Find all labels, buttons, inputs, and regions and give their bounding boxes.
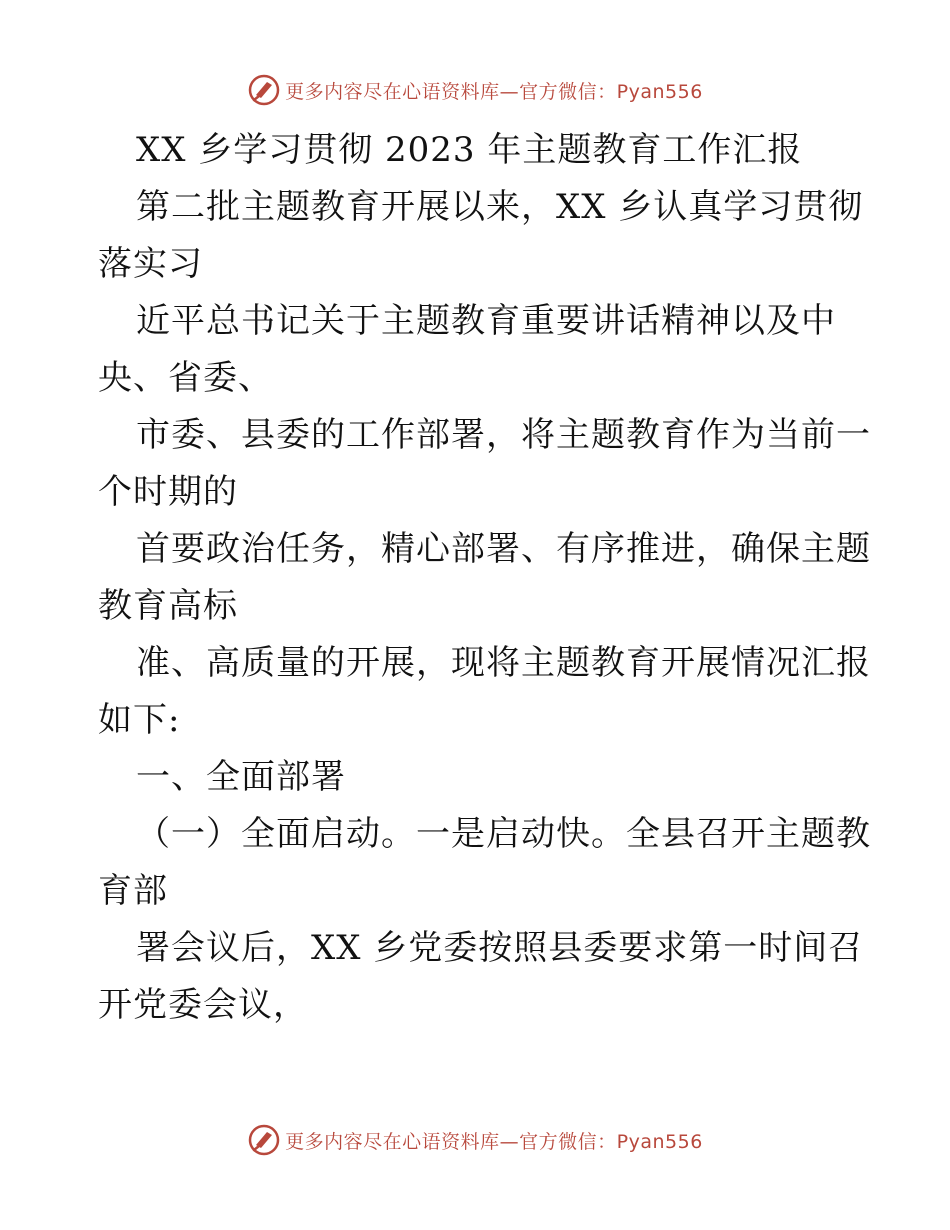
paragraph-line: 开党委会议， (98, 985, 308, 1025)
paragraph-line: 首要政治任务，精心部署、有序推进，确保主题 (136, 529, 871, 569)
logo-icon (247, 1123, 281, 1157)
paragraph-line: 育部 (98, 871, 168, 911)
paragraph-line: 市委、县委的工作部署，将主题教育作为当前一 (136, 415, 871, 455)
watermark-text: 更多内容尽在心语资料库—官方微信：Pyan556 (285, 80, 703, 103)
paragraph-line: 准、高质量的开展，现将主题教育开展情况汇报 (136, 643, 871, 683)
paragraph-line: 央、省委、 (98, 358, 273, 398)
paragraph-line: 近平总书记关于主题教育重要讲话精神以及中 (136, 301, 836, 341)
footer-watermark (0, 1120, 950, 1160)
paragraph-line: 署会议后，XX 乡党委按照县委要求第一时间召 (136, 928, 864, 968)
document-title: XX 乡学习贯彻 2023 年主题教育工作汇报 (136, 130, 803, 170)
paragraph-line: 落实习 (98, 244, 203, 284)
watermark-text: 更多内容尽在心语资料库—官方微信：Pyan556 (285, 1130, 703, 1153)
document-body (98, 122, 871, 1034)
paragraph-line: 教育高标 (98, 586, 238, 626)
paragraph-line: 个时期的 (98, 472, 238, 512)
paragraph-line: 如下: (98, 700, 181, 740)
header-watermark (0, 70, 950, 110)
logo-icon (247, 73, 281, 107)
section-heading: 一、全面部署 (136, 757, 346, 797)
paragraph-line: （一）全面启动。一是启动快。全县召开主题教 (136, 814, 871, 854)
paragraph-line: 第二批主题教育开展以来，XX 乡认真学习贯彻 (136, 187, 864, 227)
